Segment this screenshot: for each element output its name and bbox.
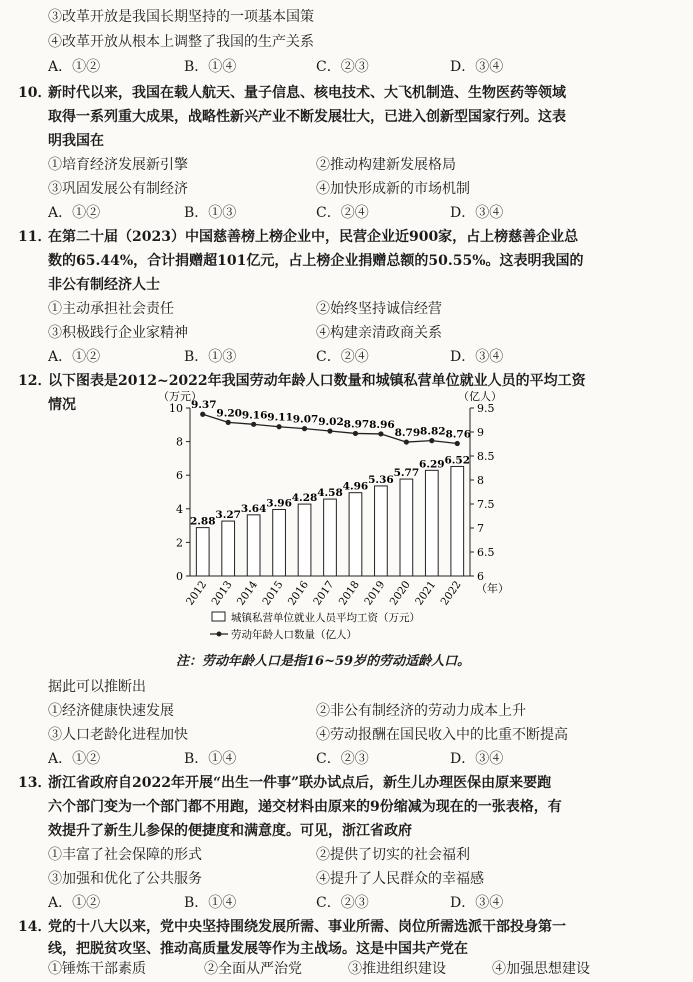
choice-c[interactable]: C．②④ bbox=[316, 205, 369, 221]
q12-option-4: ④劳动报酬在国民收入中的比重不断提高 bbox=[316, 727, 568, 743]
x-tick-label: 2012 bbox=[184, 578, 210, 608]
q10-stem-2: 取得一系列重大成果，战略性新兴产业不断发展壮大，已进入创新型国家行列。这表 bbox=[48, 109, 566, 125]
wage-bar bbox=[375, 486, 388, 576]
right-tick-label: 6.5 bbox=[477, 546, 495, 559]
q11-option-3: ③积极践行企业家精神 bbox=[48, 325, 188, 341]
q11-stem-3: 非公有制经济人士 bbox=[48, 277, 160, 293]
wage-bar bbox=[273, 509, 286, 576]
wage-bar-label: 3.96 bbox=[266, 497, 292, 510]
x-tick-label: 2021 bbox=[413, 578, 439, 608]
q13-stem-1: 浙江省政府自2022年开展“出生一件事”联办试点后，新生儿办理医保由原来要跑 bbox=[48, 775, 552, 791]
choice-c[interactable]: C．②③ bbox=[316, 751, 369, 767]
wage-population-chart bbox=[0, 380, 693, 650]
population-label: 8.97 bbox=[343, 418, 370, 431]
population-point bbox=[353, 431, 358, 436]
wage-bar bbox=[222, 521, 235, 576]
right-tick-label: 9.5 bbox=[477, 402, 495, 415]
q12-option-3: ③人口老龄化进程加快 bbox=[48, 727, 188, 743]
chart-note: 注：劳动年龄人口是指16~59岁的劳动适龄人口。 bbox=[176, 654, 471, 669]
q14-number: 14． bbox=[18, 919, 52, 935]
left-tick-label: 10 bbox=[169, 402, 183, 415]
q12-stem-1: 以下图表是2012~2022年我国劳动年龄人口数量和城镇私营单位就业人员的平均工资 bbox=[48, 373, 586, 389]
wage-bar bbox=[349, 493, 362, 576]
q10-stem-3: 明我国在 bbox=[48, 133, 104, 149]
x-tick-label: 2017 bbox=[311, 578, 337, 608]
population-label: 9.02 bbox=[318, 416, 344, 429]
q12-lead: 据此可以推断出 bbox=[48, 679, 146, 695]
q10-stem-1: 新时代以来，我国在载人航天、量子信息、核电技术、大飞机制造、生物医药等领域 bbox=[48, 85, 566, 101]
q10-option-2: ②推动构建新发展格局 bbox=[316, 157, 456, 173]
left-tick-label: 2 bbox=[176, 536, 183, 550]
x-tick-label: 2018 bbox=[336, 578, 362, 608]
population-point bbox=[251, 422, 256, 427]
population-label: 9.20 bbox=[216, 407, 242, 420]
population-label: 9.11 bbox=[267, 411, 293, 424]
x-tick-label: 2020 bbox=[387, 578, 413, 608]
wage-bar-label: 5.36 bbox=[368, 473, 394, 486]
population-label: 9.37 bbox=[190, 399, 217, 412]
legend-line-marker bbox=[217, 632, 222, 637]
legend-line-label: 劳动年龄人口数量（亿人） bbox=[231, 629, 357, 641]
x-tick-label: 2015 bbox=[260, 578, 286, 608]
wage-bar bbox=[247, 515, 260, 576]
legend-bar-swatch bbox=[212, 612, 225, 621]
q14-stem-1: 党的十八大以来，党中央坚持围绕发展所需、事业所需、岗位所需选派干部投身第一 bbox=[48, 919, 566, 935]
population-point bbox=[429, 438, 434, 443]
q11-option-1: ①主动承担社会责任 bbox=[48, 301, 174, 317]
legend-bar-label: 城镇私营单位就业人员平均工资（万元） bbox=[231, 612, 420, 624]
right-tick-label: 9 bbox=[477, 426, 484, 439]
choice-c[interactable]: C．②③ bbox=[316, 895, 369, 911]
choice-a[interactable]: A．①② bbox=[48, 349, 101, 365]
population-label: 8.79 bbox=[394, 427, 421, 440]
population-point bbox=[404, 439, 409, 444]
q13-option-4: ④提升了人民群众的幸福感 bbox=[316, 871, 484, 887]
wage-bar-label: 6.29 bbox=[419, 458, 445, 471]
q11-number: 11． bbox=[18, 229, 52, 245]
q9-option-3: ③改革开放是我国长期坚持的一项基本国策 bbox=[48, 9, 314, 25]
q11-stem-1: 在第二十届（2023）中国慈善榜上榜企业中，民营企业近900家，占上榜慈善企业总 bbox=[48, 229, 579, 245]
population-point bbox=[378, 431, 383, 436]
wage-bar-label: 5.77 bbox=[393, 467, 420, 480]
population-point bbox=[226, 420, 231, 425]
left-tick-label: 4 bbox=[176, 502, 183, 516]
q10-option-3: ③巩固发展公有制经济 bbox=[48, 181, 188, 197]
population-point bbox=[276, 424, 281, 429]
wage-bar-label: 4.58 bbox=[317, 487, 343, 500]
q13-stem-3: 效提升了新生儿参保的便捷度和满意度。可见，浙江省政府 bbox=[48, 823, 412, 839]
right-tick-label: 6 bbox=[477, 570, 484, 583]
population-label: 9.07 bbox=[292, 413, 319, 426]
q14-option-2: ②全面从严治党 bbox=[204, 961, 302, 977]
q10-number: 10． bbox=[18, 85, 52, 101]
choice-d[interactable]: D．③④ bbox=[450, 59, 504, 75]
q13-option-3: ③加强和优化了公共服务 bbox=[48, 871, 202, 887]
q12-number: 12． bbox=[18, 373, 52, 389]
choice-d[interactable]: D．③④ bbox=[450, 895, 504, 911]
right-tick-label: 8 bbox=[477, 474, 484, 487]
choice-d[interactable]: D．③④ bbox=[450, 751, 504, 767]
q9-option-4: ④改革开放从根本上调整了我国的生产关系 bbox=[48, 34, 314, 50]
x-tick-label: 2013 bbox=[209, 578, 235, 608]
q11-stem-2: 数的65.44%，合计捐赠超101亿元，占上榜企业捐赠总额的50.55%。这表明我国的 bbox=[48, 253, 584, 269]
q14-option-3: ③推进组织建设 bbox=[348, 961, 446, 977]
q13-number: 13． bbox=[18, 775, 52, 791]
choice-d[interactable]: D．③④ bbox=[450, 349, 504, 365]
q14-option-1: ①锤炼干部素质 bbox=[48, 961, 146, 977]
right-tick-label: 8.5 bbox=[477, 450, 495, 463]
population-point bbox=[455, 441, 460, 446]
choice-a[interactable]: A．①② bbox=[48, 59, 101, 75]
q14-stem-2: 线，把脱贫攻坚、推动高质量发展等作为主战场。这是中国共产党在 bbox=[48, 941, 468, 957]
x-tick-label: 2016 bbox=[285, 578, 312, 608]
choice-c[interactable]: C．②④ bbox=[316, 349, 369, 365]
q11-option-2: ②始终坚持诚信经营 bbox=[316, 301, 442, 317]
wage-bar bbox=[400, 479, 413, 576]
q14-option-4: ④加强思想建设 bbox=[492, 961, 590, 977]
wage-bar bbox=[324, 499, 337, 576]
x-tick-label: 2019 bbox=[362, 578, 388, 608]
wage-bar-label: 2.88 bbox=[189, 515, 216, 528]
choice-a[interactable]: A．①② bbox=[48, 751, 101, 767]
population-label: 8.96 bbox=[369, 418, 395, 431]
x-tick-label: 2022 bbox=[438, 578, 464, 608]
choice-a[interactable]: A．①② bbox=[48, 205, 101, 221]
choice-b[interactable]: B．①④ bbox=[184, 59, 237, 75]
q13-option-1: ①丰富了社会保障的形式 bbox=[48, 847, 202, 863]
q13-stem-2: 六个部门变为一个部门都不用跑，递交材料由原来的9份缩减为现在的一张表格，有 bbox=[48, 799, 562, 815]
left-tick-label: 0 bbox=[176, 570, 183, 583]
left-axis-unit: （万元） bbox=[158, 390, 202, 403]
left-tick-label: 8 bbox=[176, 435, 183, 449]
x-tick-label: 2014 bbox=[234, 578, 261, 608]
wage-bar-label: 4.28 bbox=[291, 492, 318, 505]
wage-bar-label: 3.64 bbox=[240, 502, 267, 515]
wage-bar-label: 6.52 bbox=[444, 454, 471, 467]
q13-option-2: ②提供了切实的社会福利 bbox=[316, 847, 470, 863]
population-label: 8.82 bbox=[420, 425, 446, 438]
choice-d[interactable]: D．③④ bbox=[450, 205, 504, 221]
wage-bar bbox=[298, 504, 311, 576]
q12-option-2: ②非公有制经济的劳动力成本上升 bbox=[316, 703, 526, 719]
q10-option-4: ④加快形成新的市场机制 bbox=[316, 181, 470, 197]
wage-bar bbox=[425, 470, 438, 576]
right-tick-label: 7.5 bbox=[477, 498, 495, 511]
wage-bar-label: 3.27 bbox=[215, 509, 241, 522]
wage-bar-label: 4.96 bbox=[342, 480, 369, 493]
wage-bar bbox=[196, 528, 209, 576]
population-point bbox=[200, 412, 205, 417]
choice-b[interactable]: B．①③ bbox=[184, 349, 237, 365]
q12-stem-2: 情况 bbox=[48, 397, 76, 413]
q10-option-1: ①培育经济发展新引擎 bbox=[48, 157, 188, 173]
population-point bbox=[327, 428, 332, 433]
right-tick-label: 7 bbox=[477, 522, 484, 535]
choice-b[interactable]: B．①③ bbox=[184, 205, 237, 221]
population-point bbox=[302, 426, 307, 431]
left-tick-label: 6 bbox=[176, 469, 183, 483]
choice-b[interactable]: B．①④ bbox=[184, 751, 237, 767]
q12-option-1: ①经济健康快速发展 bbox=[48, 703, 174, 719]
population-label: 9.16 bbox=[241, 409, 268, 422]
choice-a[interactable]: A．①② bbox=[48, 895, 101, 911]
population-label: 8.76 bbox=[445, 428, 472, 441]
x-axis-unit: （年） bbox=[476, 582, 509, 595]
wage-bar bbox=[451, 466, 464, 576]
choice-c[interactable]: C．②③ bbox=[316, 59, 369, 75]
q11-option-4: ④构建亲清政商关系 bbox=[316, 325, 442, 341]
choice-b[interactable]: B．①④ bbox=[184, 895, 237, 911]
right-axis-unit: （亿人） bbox=[458, 390, 502, 403]
